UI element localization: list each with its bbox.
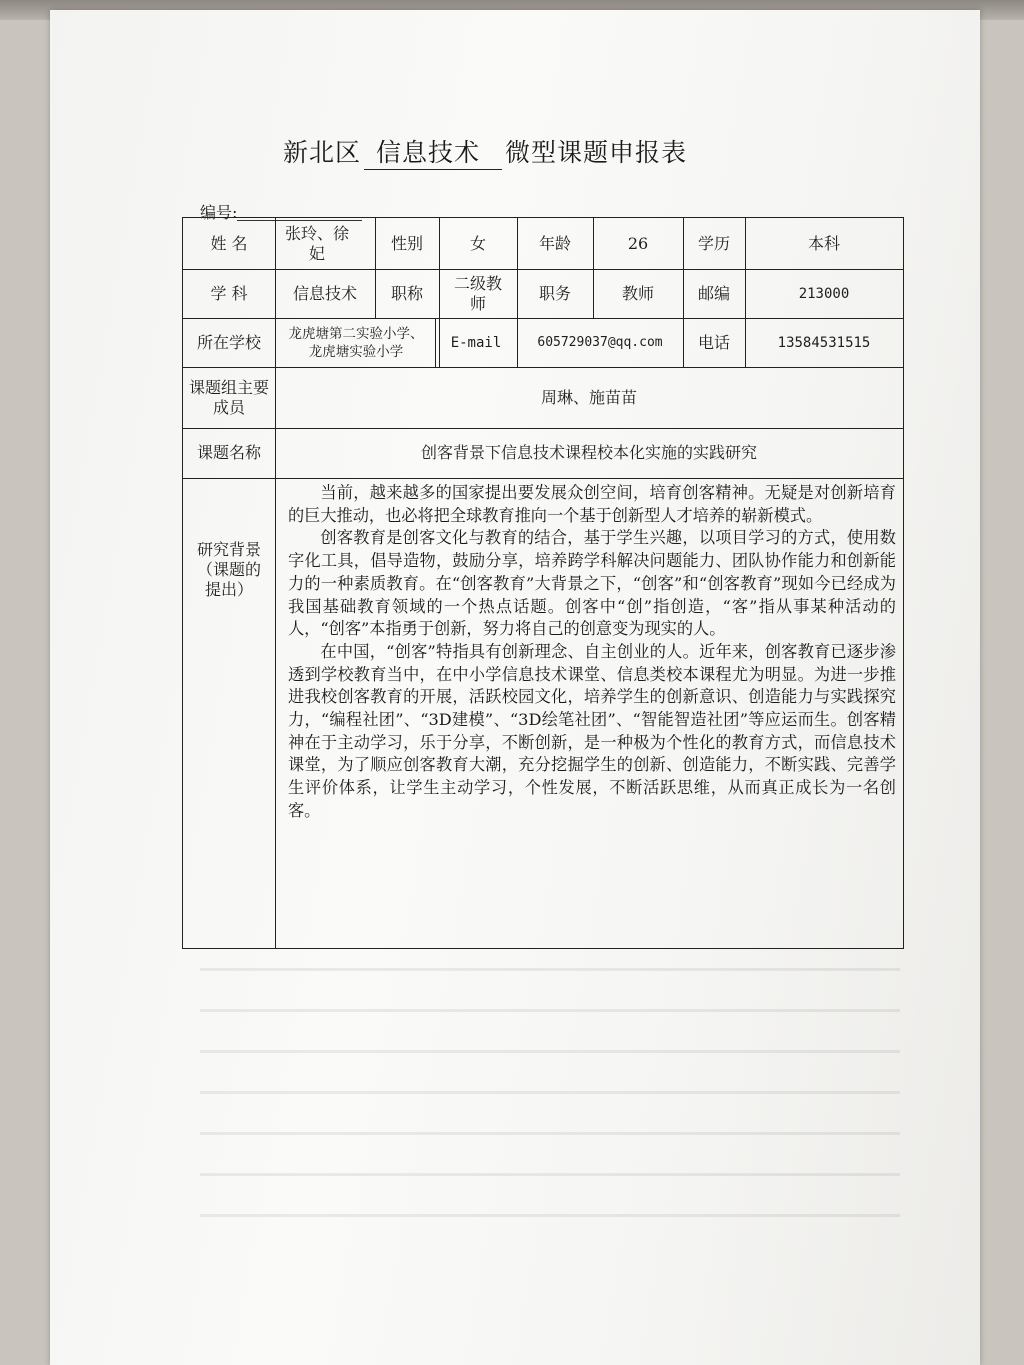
label-column-divider: [275, 218, 276, 948]
background-label: 研究背景（课题的提出）: [196, 540, 261, 599]
education-label: 学历: [697, 233, 730, 253]
name-value: 张玲、徐妃: [284, 223, 349, 263]
school-label: 所在学校: [196, 332, 261, 352]
gender-value: 女: [469, 233, 486, 253]
background-paragraph: 当前，越来越多的国家提出要发展众创空间，培育创客精神。无疑是对创新培育的巨大推动，也必将把全球教育推向一个基于创新型人才培养的崭新模式。: [288, 483, 896, 525]
title-district: 新北区: [283, 138, 362, 167]
postcode-label: 邮编: [697, 283, 730, 303]
phone-label: 电话: [697, 332, 730, 352]
education-value: 本科: [807, 233, 840, 253]
gender-label: 性别: [390, 233, 423, 253]
title-value: 二级教师: [453, 273, 502, 313]
title-label: 职称: [390, 283, 423, 303]
topic-label: 课题名称: [196, 443, 261, 462]
email-value: 605729037@qq.com: [537, 334, 663, 350]
name-label: 姓 名: [210, 233, 248, 253]
members-label: 课题组主要成员: [189, 377, 270, 417]
application-form-table: [182, 217, 904, 949]
age-value: 26: [627, 233, 649, 253]
subject-value: 信息技术: [292, 283, 357, 303]
postcode-value: 213000: [798, 285, 850, 302]
serial-label: 编号:: [200, 203, 238, 222]
title-subject: 信息技术: [364, 133, 502, 170]
background-text: [288, 482, 896, 823]
school-value: 龙虎塘第二实验小学、龙虎塘实验小学: [288, 325, 424, 360]
subject-label: 学 科: [210, 283, 248, 303]
background-paragraph: 创客教育是创客文化与教育的结合，基于学生兴趣，以项目学习的方式，使用数字化工具，倡导造物，鼓励分享，培养跨学科解决问题能力、团队协作能力和创新能力的一种素质教育。在“创客教育”大背景之下，“创客”和“创客教育”现如今已经成为我国基础教育领域的一个热点话题。创客中“创”指创造，“客”指从事某种活动的人，“创客”本指勇于创新，努力将自己的创意变为现实的人。: [288, 528, 896, 639]
title-form-name: 微型课题申报表: [505, 138, 688, 167]
position-label: 职务: [538, 283, 571, 303]
members-value: 周琳、施苗苗: [540, 387, 637, 407]
form-title: [283, 133, 687, 170]
background-paragraph: 在中国，“创客”特指具有创新理念、自主创业的人。近年来，创客教育已逐步渗透到学校教育当中，在中小学信息技术课堂、信息类校本课程尤为明显。为进一步推进我校创客教育的开展，活跃校园文化，培养学生的创新意识、创造能力与实践探究力，“编程社团”、“3D建模”、“3D绘笔社团”、“智能智造社团”等应运而生。创客精神在于主动学习，乐于分享，不断创新，是一种极为个性化的教育方式，而信息技术课堂，为了顺应创客教育大潮，充分挖掘学生的创新、创造能力，不断实践、完善学生评价体系，让学生主动学习，个性发展，不断活跃思维，从而真正成长为一名创客。: [288, 641, 896, 820]
phone-value: 13584531515: [777, 334, 871, 351]
position-value: 教师: [621, 283, 654, 303]
age-label: 年龄: [538, 233, 571, 253]
email-label: E-mail: [450, 334, 502, 351]
bleed-through-shading: [200, 930, 900, 1230]
row-divider: [183, 478, 903, 479]
topic-value: 创客背景下信息技术课程校本化实施的实践研究: [420, 443, 757, 462]
